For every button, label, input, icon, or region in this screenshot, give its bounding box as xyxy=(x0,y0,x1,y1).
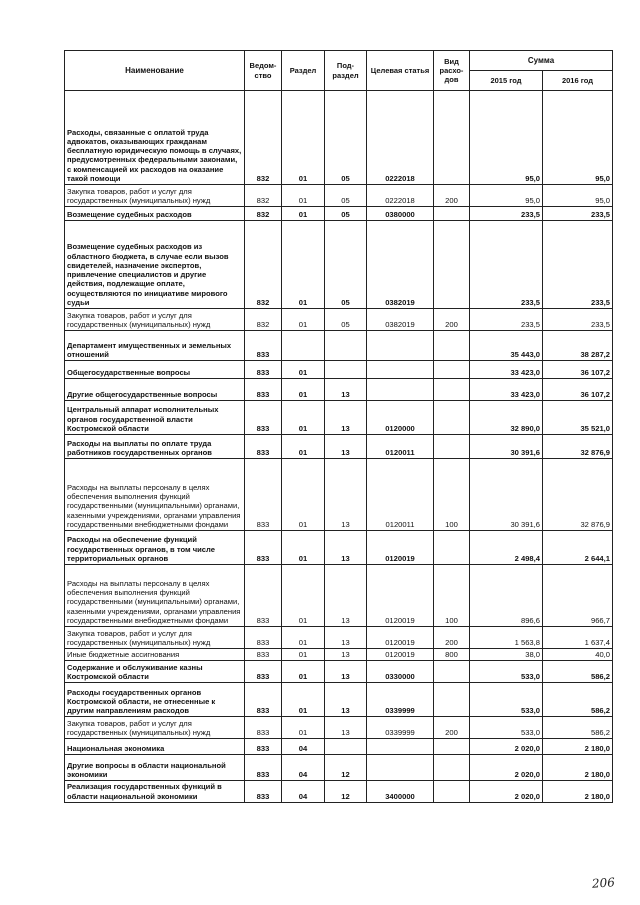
row-razdel xyxy=(282,331,325,361)
row-podrazdel: 12 xyxy=(325,755,367,781)
row-amount-2016: 2 180,0 xyxy=(543,781,613,803)
row-name: Расходы государственных органов Костромской области, не отнесенные к другим направлениям расходов xyxy=(65,683,245,717)
row-amount-2016: 2 644,1 xyxy=(543,531,613,565)
row-amount-2016: 1 637,4 xyxy=(543,627,613,649)
table-row xyxy=(65,661,613,683)
table-row xyxy=(65,331,613,361)
row-statya: 3400000 xyxy=(367,781,434,803)
row-podrazdel: 13 xyxy=(325,401,367,435)
row-name: Расходы на выплаты персоналу в целях обеспечения выполнения функций государственными (муниципальными) органами, казенными учреждениями, органами управления государственными внебюджетными фондами xyxy=(65,459,245,531)
header-year-2015: 2015 год xyxy=(470,71,543,91)
row-razdel: 01 xyxy=(282,627,325,649)
row-statya: 0380000 xyxy=(367,207,434,221)
row-name: Общегосударственные вопросы xyxy=(65,361,245,379)
row-razdel: 01 xyxy=(282,565,325,627)
row-name: Другие общегосударственные вопросы xyxy=(65,379,245,401)
row-vedomstvo: 833 xyxy=(245,627,282,649)
row-podrazdel: 13 xyxy=(325,627,367,649)
row-razdel: 01 xyxy=(282,661,325,683)
row-vedomstvo: 833 xyxy=(245,781,282,803)
row-statya xyxy=(367,755,434,781)
row-vid xyxy=(434,683,470,717)
row-name: Центральный аппарат исполнительных органов государственной власти Костромской области xyxy=(65,401,245,435)
row-podrazdel: 13 xyxy=(325,531,367,565)
header-statya: Целевая статья xyxy=(367,51,434,91)
row-name: Закупка товаров, работ и услуг для государственных (муниципальных) нужд xyxy=(65,717,245,739)
row-amount-2015: 1 563,8 xyxy=(470,627,543,649)
row-amount-2016: 586,2 xyxy=(543,717,613,739)
row-amount-2016: 233,5 xyxy=(543,207,613,221)
row-vedomstvo: 832 xyxy=(245,185,282,207)
row-vedomstvo: 833 xyxy=(245,683,282,717)
row-razdel: 01 xyxy=(282,207,325,221)
row-name: Закупка товаров, работ и услуг для государственных (муниципальных) нужд xyxy=(65,627,245,649)
row-statya: 0339999 xyxy=(367,717,434,739)
row-statya: 0330000 xyxy=(367,661,434,683)
row-name: Расходы, связанные с оплатой труда адвокатов, оказывающих гражданам бесплатную юридическую помощь в случаях, предусмотренных федеральными законами, с компенсацией их расходов на оказание такой помощи xyxy=(65,91,245,185)
row-amount-2016: 32 876,9 xyxy=(543,459,613,531)
row-amount-2016: 32 876,9 xyxy=(543,435,613,459)
row-amount-2016: 2 180,0 xyxy=(543,755,613,781)
row-statya: 0382019 xyxy=(367,309,434,331)
row-podrazdel: 13 xyxy=(325,717,367,739)
row-amount-2015: 2 020,0 xyxy=(470,739,543,755)
header-podrazdel: Под-раздел xyxy=(325,51,367,91)
row-amount-2016: 36 107,2 xyxy=(543,379,613,401)
row-podrazdel xyxy=(325,361,367,379)
row-vedomstvo: 833 xyxy=(245,379,282,401)
row-razdel: 01 xyxy=(282,361,325,379)
table-row xyxy=(65,185,613,207)
row-razdel: 04 xyxy=(282,781,325,803)
row-razdel: 01 xyxy=(282,531,325,565)
row-vedomstvo: 833 xyxy=(245,331,282,361)
row-podrazdel: 13 xyxy=(325,379,367,401)
row-vid: 100 xyxy=(434,459,470,531)
row-vid xyxy=(434,435,470,459)
row-name: Закупка товаров, работ и услуг для государственных (муниципальных) нужд xyxy=(65,309,245,331)
row-razdel: 01 xyxy=(282,379,325,401)
table-row xyxy=(65,739,613,755)
row-vid xyxy=(434,361,470,379)
row-vid xyxy=(434,379,470,401)
row-amount-2016: 95,0 xyxy=(543,185,613,207)
row-statya: 0120011 xyxy=(367,435,434,459)
row-name: Расходы на обеспечение функций государственных органов, в том числе территориальных органов xyxy=(65,531,245,565)
row-razdel: 01 xyxy=(282,435,325,459)
row-vid: 100 xyxy=(434,565,470,627)
row-vid: 200 xyxy=(434,185,470,207)
row-razdel: 04 xyxy=(282,755,325,781)
header-vid: Вид расхо-дов xyxy=(434,51,470,91)
row-statya: 0222018 xyxy=(367,185,434,207)
row-podrazdel xyxy=(325,331,367,361)
row-amount-2015: 95,0 xyxy=(470,185,543,207)
row-statya xyxy=(367,379,434,401)
row-name: Возмещение судебных расходов xyxy=(65,207,245,221)
row-amount-2015: 896,6 xyxy=(470,565,543,627)
table-row xyxy=(65,309,613,331)
row-vedomstvo: 833 xyxy=(245,531,282,565)
header-summa: Сумма xyxy=(470,51,613,71)
row-vedomstvo: 832 xyxy=(245,221,282,309)
row-statya: 0339999 xyxy=(367,683,434,717)
header-vedomstvo: Ведом-ство xyxy=(245,51,282,91)
row-name: Содержание и обслуживание казны Костромской области xyxy=(65,661,245,683)
table-row xyxy=(65,565,613,627)
row-podrazdel: 12 xyxy=(325,781,367,803)
row-amount-2015: 32 890,0 xyxy=(470,401,543,435)
row-vedomstvo: 833 xyxy=(245,435,282,459)
row-podrazdel: 13 xyxy=(325,661,367,683)
row-amount-2015: 2 020,0 xyxy=(470,781,543,803)
header-razdel: Раздел xyxy=(282,51,325,91)
row-statya xyxy=(367,331,434,361)
row-name: Закупка товаров, работ и услуг для государственных (муниципальных) нужд xyxy=(65,185,245,207)
table-row xyxy=(65,459,613,531)
row-statya xyxy=(367,361,434,379)
row-vedomstvo: 832 xyxy=(245,207,282,221)
row-vid xyxy=(434,661,470,683)
row-name: Возмещение судебных расходов из областного бюджета, в случае если вызов свидетелей, назначение экспертов, привлечение специалистов и другие действия, подлежащие оплате, осуществляются по инициативе мирового судьи xyxy=(65,221,245,309)
row-statya: 0382019 xyxy=(367,221,434,309)
table-row xyxy=(65,781,613,803)
row-amount-2015: 533,0 xyxy=(470,717,543,739)
row-name: Расходы на выплаты по оплате труда работников государственных органов xyxy=(65,435,245,459)
row-vid xyxy=(434,401,470,435)
table-row xyxy=(65,207,613,221)
row-vid xyxy=(434,91,470,185)
row-podrazdel: 13 xyxy=(325,683,367,717)
row-amount-2016: 95,0 xyxy=(543,91,613,185)
row-name: Другие вопросы в области национальной экономики xyxy=(65,755,245,781)
row-vid xyxy=(434,781,470,803)
table-row xyxy=(65,379,613,401)
row-name: Реализация государственных функций в области национальной экономики xyxy=(65,781,245,803)
row-amount-2015: 30 391,6 xyxy=(470,435,543,459)
table-header xyxy=(65,51,613,91)
row-statya: 0120019 xyxy=(367,565,434,627)
table-row xyxy=(65,91,613,185)
row-podrazdel: 05 xyxy=(325,221,367,309)
row-vid xyxy=(434,739,470,755)
row-vid: 800 xyxy=(434,649,470,661)
row-name: Национальная экономика xyxy=(65,739,245,755)
row-statya: 0120000 xyxy=(367,401,434,435)
row-razdel: 01 xyxy=(282,91,325,185)
row-vid xyxy=(434,531,470,565)
row-amount-2015: 33 423,0 xyxy=(470,379,543,401)
row-vid xyxy=(434,755,470,781)
row-razdel: 01 xyxy=(282,459,325,531)
row-amount-2016: 2 180,0 xyxy=(543,739,613,755)
row-razdel: 01 xyxy=(282,717,325,739)
table-row xyxy=(65,435,613,459)
page-number: 206 xyxy=(591,875,616,891)
row-vedomstvo: 833 xyxy=(245,565,282,627)
row-vedomstvo: 833 xyxy=(245,717,282,739)
row-amount-2016: 233,5 xyxy=(543,221,613,309)
row-statya: 0222018 xyxy=(367,91,434,185)
row-vid: 200 xyxy=(434,717,470,739)
table-row xyxy=(65,627,613,649)
row-statya: 0120011 xyxy=(367,459,434,531)
row-podrazdel: 05 xyxy=(325,91,367,185)
row-vedomstvo: 833 xyxy=(245,361,282,379)
row-amount-2015: 533,0 xyxy=(470,683,543,717)
row-vedomstvo: 832 xyxy=(245,91,282,185)
row-podrazdel: 05 xyxy=(325,185,367,207)
row-amount-2015: 233,5 xyxy=(470,309,543,331)
table-row xyxy=(65,649,613,661)
row-amount-2016: 586,2 xyxy=(543,661,613,683)
row-statya xyxy=(367,739,434,755)
table-row xyxy=(65,401,613,435)
row-razdel: 04 xyxy=(282,739,325,755)
row-amount-2016: 36 107,2 xyxy=(543,361,613,379)
row-amount-2015: 95,0 xyxy=(470,91,543,185)
row-razdel: 01 xyxy=(282,185,325,207)
row-amount-2015: 233,5 xyxy=(470,221,543,309)
row-amount-2016: 233,5 xyxy=(543,309,613,331)
table-row xyxy=(65,531,613,565)
row-amount-2015: 233,5 xyxy=(470,207,543,221)
row-vid: 200 xyxy=(434,627,470,649)
table-body xyxy=(65,91,613,803)
row-podrazdel: 13 xyxy=(325,649,367,661)
row-amount-2015: 38,0 xyxy=(470,649,543,661)
row-amount-2016: 586,2 xyxy=(543,683,613,717)
row-razdel: 01 xyxy=(282,309,325,331)
row-razdel: 01 xyxy=(282,401,325,435)
row-amount-2015: 33 423,0 xyxy=(470,361,543,379)
row-podrazdel: 13 xyxy=(325,565,367,627)
row-amount-2016: 38 287,2 xyxy=(543,331,613,361)
table-row xyxy=(65,221,613,309)
row-amount-2015: 533,0 xyxy=(470,661,543,683)
header-name: Наименование xyxy=(65,51,245,91)
row-vid: 200 xyxy=(434,309,470,331)
row-vedomstvo: 833 xyxy=(245,459,282,531)
row-vedomstvo: 833 xyxy=(245,649,282,661)
row-name: Иные бюджетные ассигнования xyxy=(65,649,245,661)
row-statya: 0120019 xyxy=(367,649,434,661)
header-year-2016: 2016 год xyxy=(543,71,613,91)
row-amount-2016: 966,7 xyxy=(543,565,613,627)
row-amount-2015: 2 498,4 xyxy=(470,531,543,565)
row-amount-2015: 30 391,6 xyxy=(470,459,543,531)
row-podrazdel: 05 xyxy=(325,207,367,221)
row-statya: 0120019 xyxy=(367,627,434,649)
row-podrazdel: 13 xyxy=(325,435,367,459)
row-amount-2015: 2 020,0 xyxy=(470,755,543,781)
row-vedomstvo: 833 xyxy=(245,755,282,781)
table-row xyxy=(65,755,613,781)
row-vedomstvo: 833 xyxy=(245,739,282,755)
row-vedomstvo: 833 xyxy=(245,661,282,683)
row-vid xyxy=(434,331,470,361)
table-row xyxy=(65,683,613,717)
row-amount-2016: 40,0 xyxy=(543,649,613,661)
row-razdel: 01 xyxy=(282,221,325,309)
row-vedomstvo: 832 xyxy=(245,309,282,331)
row-razdel: 01 xyxy=(282,649,325,661)
budget-table xyxy=(64,50,613,803)
row-vid xyxy=(434,207,470,221)
row-podrazdel: 05 xyxy=(325,309,367,331)
row-name: Департамент имущественных и земельных отношений xyxy=(65,331,245,361)
row-podrazdel xyxy=(325,739,367,755)
row-podrazdel: 13 xyxy=(325,459,367,531)
row-amount-2015: 35 443,0 xyxy=(470,331,543,361)
table-row xyxy=(65,361,613,379)
row-statya: 0120019 xyxy=(367,531,434,565)
row-vid xyxy=(434,221,470,309)
row-razdel: 01 xyxy=(282,683,325,717)
row-vedomstvo: 833 xyxy=(245,401,282,435)
row-name: Расходы на выплаты персоналу в целях обеспечения выполнения функций государственными (муниципальными) органами, казенными учреждениями, органами управления государственными внебюджетными фондами xyxy=(65,565,245,627)
row-amount-2016: 35 521,0 xyxy=(543,401,613,435)
table-row xyxy=(65,717,613,739)
